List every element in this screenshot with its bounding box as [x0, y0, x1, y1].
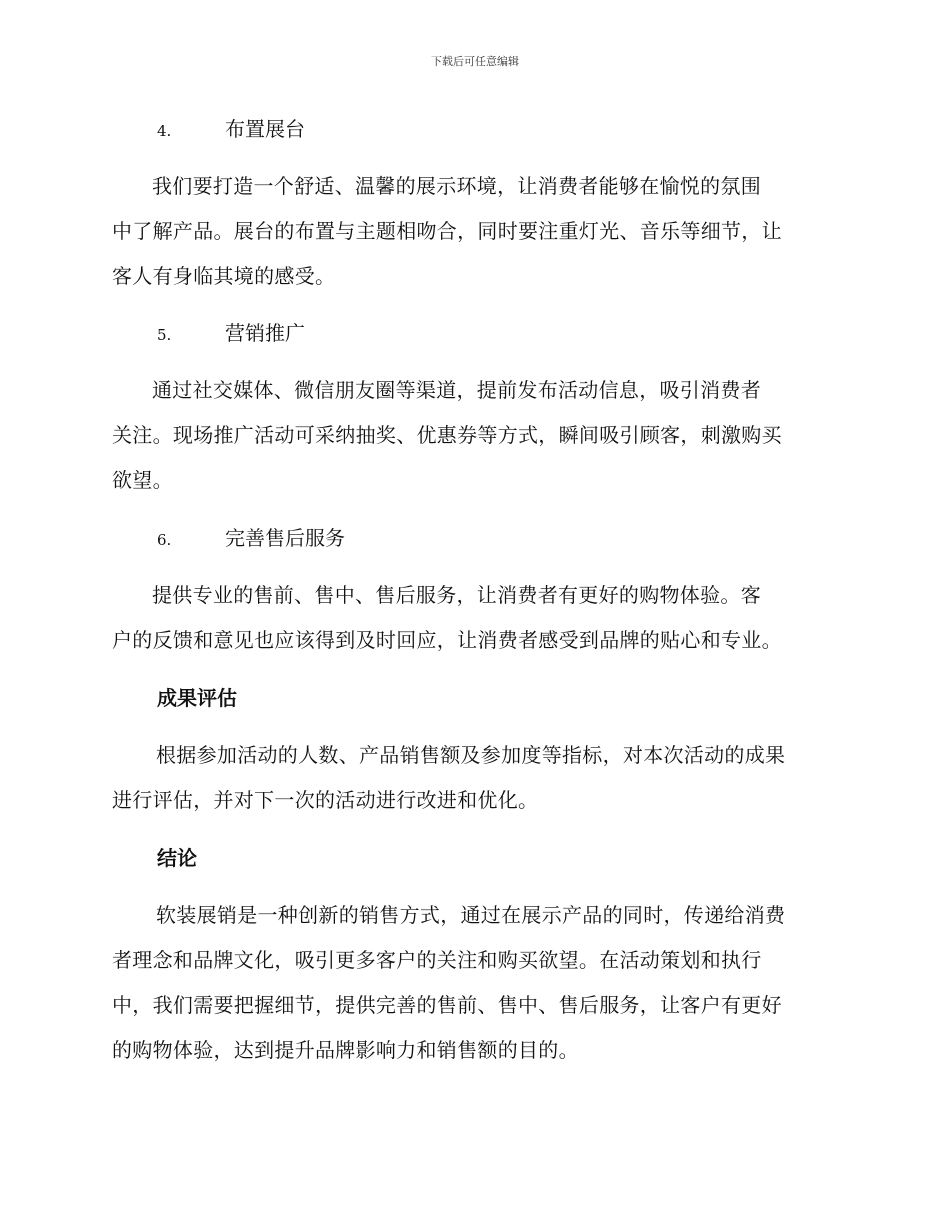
- paragraph-line: 软装展销是一种创新的销售方式，通过在展示产品的同时，传递给消费: [156, 903, 786, 927]
- paragraph-line: 我们要打造一个舒适、温馨的展示环境，让消费者能够在愉悦的氛围: [152, 174, 761, 198]
- evaluation-heading: 成果评估: [157, 686, 237, 710]
- paragraph-line: 关注。现场推广活动可采纳抽奖、优惠券等方式，瞬间吸引顾客，刺激购买: [112, 423, 782, 447]
- paragraph-line: 的购物体验，达到提升品牌影响力和销售额的目的。: [112, 1038, 579, 1062]
- section-paragraph-5: [112, 368, 852, 503]
- paragraph-line: 根据参加活动的人数、产品销售额及参加度等指标，对本次活动的成果: [156, 743, 786, 767]
- section-number: 6.: [157, 531, 172, 549]
- section-title: 完善售后服务: [225, 526, 345, 550]
- section-heading-4: [157, 114, 305, 144]
- paragraph-line: 中了解产品。展台的布置与主题相吻合，同时要注重灯光、音乐等细节，让: [112, 219, 782, 243]
- paragraph-line: 户的反馈和意见也应该得到及时回应，让消费者感受到品牌的贴心和专业。: [112, 628, 782, 652]
- paragraph-line: 通过社交媒体、微信朋友圈等渠道，提前发布活动信息，吸引消费者: [152, 378, 761, 402]
- section-heading-6: [157, 523, 345, 553]
- paragraph-line: 中，我们需要把握细节，提供完善的售前、售中、售后服务，让客户有更好: [112, 993, 782, 1017]
- conclusion-heading: 结论: [157, 846, 197, 870]
- section-heading-5: [157, 318, 305, 348]
- section-number: 4.: [157, 122, 172, 140]
- header-note: 下载后可任意编辑: [431, 55, 519, 68]
- paragraph-line: 客人有身临其境的感受。: [112, 264, 336, 288]
- section-title: 布置展台: [225, 117, 305, 141]
- section-paragraph-6: [112, 573, 852, 663]
- paragraph-line: 提供专业的售前、售中、售后服务，让消费者有更好的购物体验。客: [152, 583, 761, 607]
- conclusion-paragraph: [112, 893, 852, 1073]
- section-number: 5.: [157, 326, 172, 344]
- evaluation-paragraph: [112, 733, 852, 823]
- paragraph-line: 者理念和品牌文化，吸引更多客户的关注和购买欲望。在活动策划和执行: [112, 948, 762, 972]
- section-paragraph-4: [112, 164, 852, 299]
- paragraph-line: 欲望。: [112, 468, 173, 492]
- section-title: 营销推广: [225, 321, 305, 345]
- paragraph-line: 进行评估，并对下一次的活动进行改进和优化。: [112, 788, 539, 812]
